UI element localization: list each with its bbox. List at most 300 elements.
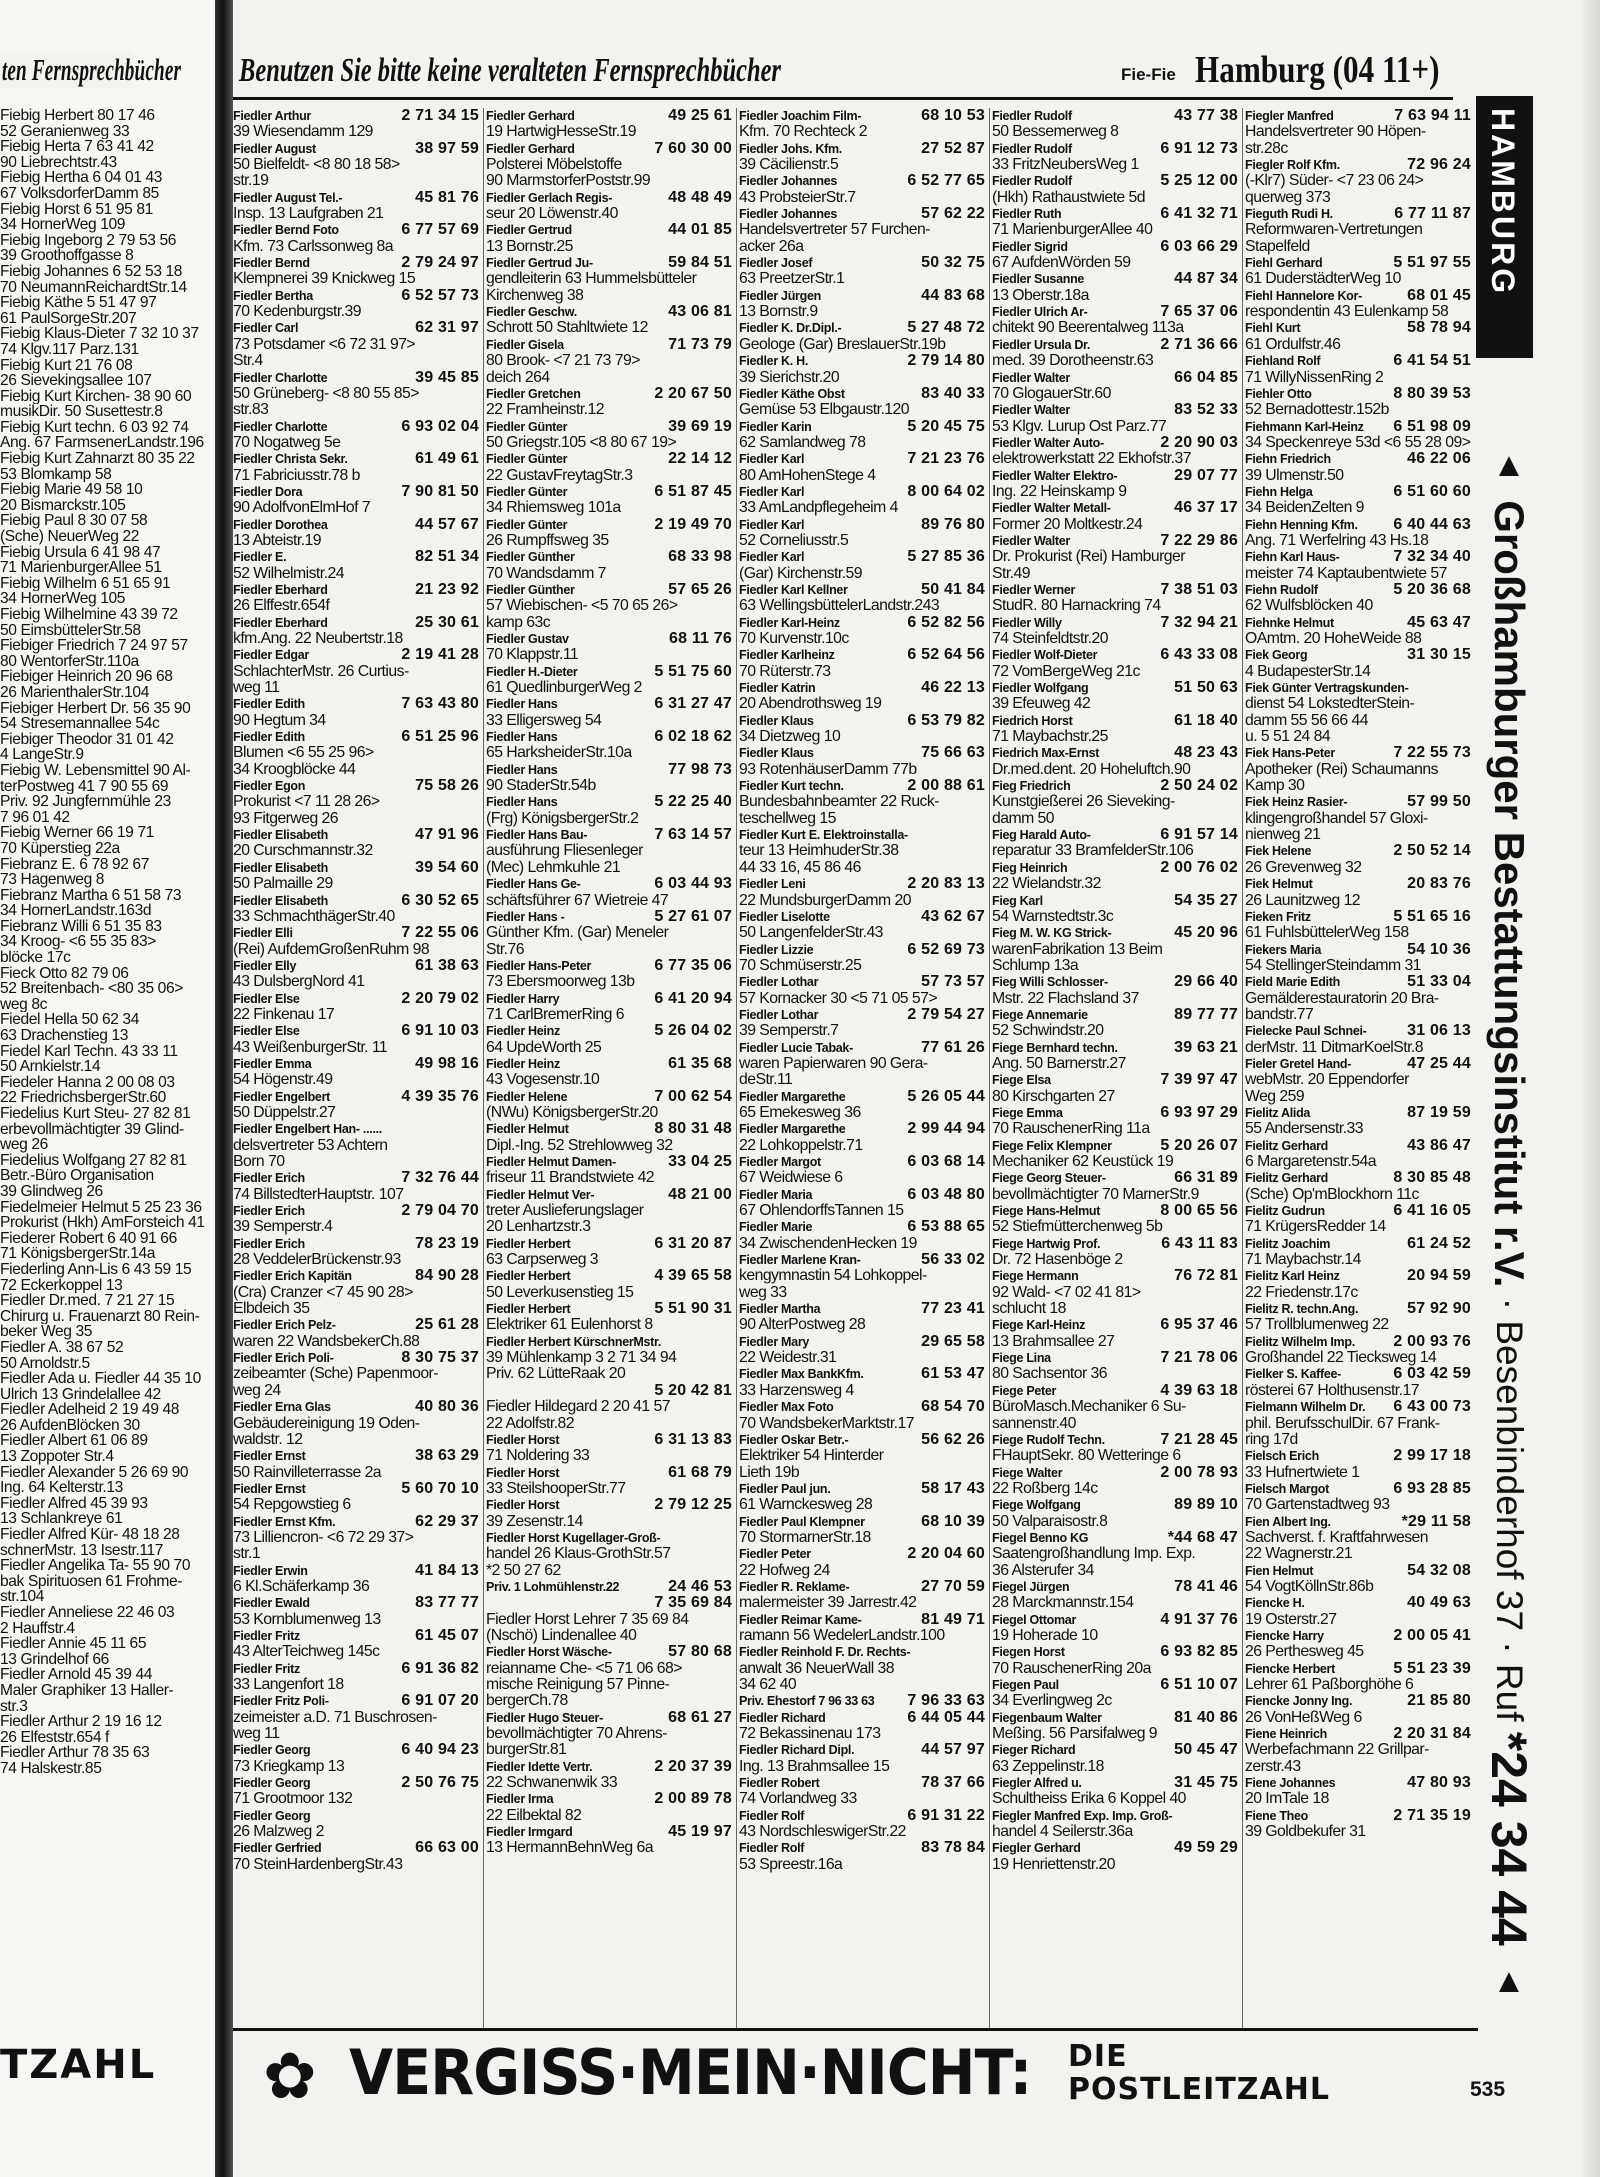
entry-phone-number: 50 41 84 bbox=[918, 582, 985, 598]
entry-name: Fiedler Oskar Betr.- bbox=[739, 1432, 849, 1447]
entry-phone-number: 45 63 47 bbox=[1404, 615, 1471, 631]
entry-phone-number: 6 91 57 14 bbox=[1157, 827, 1238, 843]
entry-detail: 22 Wagnerstr.21 bbox=[1245, 1546, 1353, 1563]
entry-name-line bbox=[992, 1383, 1238, 1399]
entry-name: Fiedler Josef bbox=[739, 256, 813, 271]
directory-entry bbox=[739, 255, 985, 288]
entry-name-line bbox=[1245, 1661, 1471, 1677]
entry-address-line bbox=[739, 729, 985, 745]
directory-entry bbox=[739, 1252, 985, 1301]
entry-name: Fiedler Hans - bbox=[486, 909, 565, 924]
entry-phone-number: 59 84 51 bbox=[665, 255, 732, 271]
entry-name: Fielitz Wilhelm Imp. bbox=[1245, 1334, 1355, 1349]
directory-entry bbox=[739, 1579, 985, 1612]
entry-address-line bbox=[1245, 304, 1471, 320]
vertical-advertisement bbox=[1481, 440, 1591, 2080]
entry-phone-number: 58 17 43 bbox=[918, 1481, 985, 1497]
entry-detail: 26 Malzweg 2 bbox=[233, 1824, 324, 1841]
entry-name: Fiedler Eberhard bbox=[233, 582, 328, 597]
entry-name-line bbox=[739, 1481, 985, 1497]
previous-page-line: Maler Graphiker 13 Haller- bbox=[0, 1682, 174, 1699]
entry-name-line bbox=[739, 1710, 985, 1726]
entry-name: Fiedler Klaus bbox=[739, 713, 814, 728]
entry-name-line bbox=[992, 582, 1238, 598]
entry-name: Fiedler Walter Metall- bbox=[992, 501, 1111, 516]
previous-page-line: 13 Schlankreye 61 bbox=[0, 1511, 123, 1528]
entry-phone-number: 58 78 94 bbox=[1404, 320, 1471, 336]
entry-address-line bbox=[233, 1612, 479, 1628]
entry-address-line bbox=[486, 271, 732, 287]
directory-entry bbox=[233, 1350, 479, 1399]
entry-name: Fiedler Dora bbox=[233, 484, 303, 499]
entry-detail: 6 Kl.Schäferkamp 36 bbox=[233, 1578, 370, 1595]
entry-address-line bbox=[1245, 1759, 1471, 1775]
entry-detail: 61 Warnckesweg 28 bbox=[739, 1497, 873, 1514]
previous-page-line: Fiebig Klaus-Dieter 7 32 10 37 bbox=[0, 326, 199, 342]
entry-address-line bbox=[992, 288, 1238, 304]
entry-address-line bbox=[233, 1040, 479, 1056]
entry-detail: 57 Kornacker 30 <5 71 05 57> bbox=[739, 990, 938, 1007]
directory-entry bbox=[1245, 745, 1471, 794]
entry-name-line bbox=[233, 582, 479, 598]
entry-phone-number: 71 73 79 bbox=[665, 337, 732, 353]
entry-phone-number: 5 26 05 44 bbox=[904, 1089, 985, 1105]
entry-name: Fiedler Lothar bbox=[739, 975, 819, 990]
previous-page-line: Fiedler Alfred 45 39 93 bbox=[0, 1495, 148, 1512]
entry-address-line bbox=[739, 811, 985, 827]
entry-name: Fieken Fritz bbox=[1245, 909, 1311, 924]
entry-phone-number: 4 39 63 18 bbox=[1157, 1383, 1238, 1399]
entry-detail: nienweg 21 bbox=[1245, 827, 1321, 844]
entry-detail: Kunstgießerei 26 Sieveking- bbox=[992, 794, 1175, 811]
entry-detail: 50 Bielfeldt- <8 80 18 58> bbox=[233, 157, 400, 174]
entry-address-line bbox=[1245, 1677, 1471, 1693]
entry-phone-number: 2 50 52 14 bbox=[1390, 843, 1471, 859]
directory-entry bbox=[486, 762, 732, 795]
entry-name: Fiedler Elly bbox=[233, 958, 297, 973]
directory-entry bbox=[233, 1775, 479, 1808]
entry-detail: 34 Rhiemsweg 101a bbox=[486, 500, 621, 517]
entry-phone-number: 2 71 35 19 bbox=[1390, 1808, 1471, 1824]
directory-entry bbox=[486, 1334, 732, 1383]
entry-address-line bbox=[992, 549, 1238, 565]
entry-name-line bbox=[233, 141, 479, 157]
entry-name-line bbox=[486, 991, 732, 1007]
directory-entry bbox=[1245, 1366, 1471, 1399]
entry-detail: 93 RotenhäuserDamm 77b bbox=[739, 761, 917, 778]
entry-detail: 50 Palmaille 29 bbox=[233, 876, 333, 893]
entry-name: Fiege Elsa bbox=[992, 1073, 1051, 1088]
entry-name-line bbox=[233, 320, 479, 336]
entry-phone-number: 39 63 21 bbox=[1171, 1040, 1238, 1056]
entry-address-line bbox=[1245, 1497, 1471, 1513]
entry-address-line bbox=[992, 1693, 1238, 1709]
directory-entry bbox=[992, 647, 1238, 680]
entry-name-line bbox=[992, 141, 1238, 157]
entry-name-line bbox=[486, 1465, 732, 1481]
entry-detail: teur 13 HeimhuderStr.38 bbox=[739, 843, 899, 860]
entry-phone-number: 7 22 55 06 bbox=[398, 925, 479, 941]
entry-name-line bbox=[992, 1350, 1238, 1366]
entry-address-line bbox=[1245, 173, 1471, 189]
entry-phone-number: 6 93 28 85 bbox=[1390, 1481, 1471, 1497]
entry-phone-number: 76 72 81 bbox=[1171, 1268, 1238, 1284]
entry-name-line bbox=[1245, 974, 1471, 990]
entry-detail: 34 BeidenZelten 9 bbox=[1245, 500, 1364, 517]
entry-name-line bbox=[486, 108, 732, 124]
entry-phone-number: 84 90 28 bbox=[412, 1268, 479, 1284]
entry-address-line bbox=[233, 386, 479, 402]
entry-name-line bbox=[233, 1661, 479, 1677]
entry-phone-number: 5 51 97 55 bbox=[1390, 255, 1471, 271]
entry-name-line bbox=[1245, 419, 1471, 435]
entry-name-line bbox=[739, 1399, 985, 1415]
entry-name: Fiedler Edgar bbox=[233, 648, 309, 663]
entry-phone-number: 6 53 79 82 bbox=[904, 713, 985, 729]
entry-name: Fiedler Horst bbox=[486, 1432, 560, 1447]
entry-detail: 22 Finkenau 17 bbox=[233, 1006, 335, 1023]
entry-name-line bbox=[486, 1791, 732, 1807]
entry-name: Fiene Theo bbox=[1245, 1808, 1308, 1823]
entry-phone-number: 6 41 20 94 bbox=[651, 991, 732, 1007]
directory-entry bbox=[233, 925, 479, 958]
entry-name-line bbox=[1245, 1595, 1471, 1611]
entry-phone-number: 38 63 29 bbox=[412, 1448, 479, 1464]
entry-name-line bbox=[486, 696, 732, 712]
entry-phone-number: 27 52 87 bbox=[918, 141, 985, 157]
entry-name-line bbox=[992, 893, 1238, 909]
previous-page-line: Fiebig Kurt techn. 6 03 92 74 bbox=[0, 419, 189, 436]
entry-name: Fiedler Lucie Tabak- bbox=[739, 1040, 853, 1055]
entry-detail: 70 Klappstr.11 bbox=[486, 647, 579, 664]
previous-page-line: Fiedel Karl Techn. 43 33 11 bbox=[0, 1043, 178, 1060]
entry-address-line bbox=[1245, 713, 1471, 729]
entry-detail: 22 Hofweg 24 bbox=[739, 1562, 830, 1579]
entry-detail: 13 Bornstr.25 bbox=[486, 238, 573, 255]
entry-name-line bbox=[992, 1644, 1238, 1660]
directory-entry bbox=[233, 696, 479, 729]
directory-entry bbox=[486, 108, 732, 141]
entry-name: Fiedler Engelbert bbox=[233, 1089, 331, 1104]
entry-address-line bbox=[1245, 1530, 1471, 1546]
entry-address-line bbox=[233, 1677, 479, 1693]
entry-name: Fiedler Walter Auto- bbox=[992, 435, 1104, 450]
entry-address-line bbox=[1245, 1252, 1471, 1268]
entry-name: Fiedler Rolf bbox=[739, 1808, 805, 1823]
entry-phone-number: 45 20 96 bbox=[1171, 925, 1238, 941]
entry-address-line bbox=[992, 1416, 1238, 1432]
directory-entry bbox=[739, 1710, 985, 1743]
entry-phone-number: 7 35 69 84 bbox=[651, 1595, 732, 1611]
entry-address-line bbox=[486, 893, 732, 909]
directory-entry bbox=[486, 1644, 732, 1709]
entry-name: Fiedler Erich bbox=[233, 1236, 305, 1251]
entry-detail: 70 Wandsdamm 7 bbox=[486, 565, 606, 582]
entry-address-line bbox=[992, 811, 1238, 827]
listing-column-5 bbox=[1245, 108, 1471, 2028]
entry-name: Fiedler Egon bbox=[233, 779, 306, 794]
entry-address-line bbox=[486, 974, 732, 990]
entry-phone-number: 44 57 97 bbox=[918, 1742, 985, 1758]
entry-phone-number: 39 45 85 bbox=[412, 370, 479, 386]
directory-entry bbox=[992, 1840, 1238, 1873]
directory-entry bbox=[992, 1007, 1238, 1040]
entry-name: Fiedler Gerhard bbox=[486, 109, 575, 123]
entry-name-line bbox=[739, 1693, 985, 1709]
entry-phone-number: 6 43 33 08 bbox=[1157, 647, 1238, 663]
entry-address-line bbox=[486, 1138, 732, 1154]
directory-entry bbox=[739, 1432, 985, 1481]
column-divider bbox=[483, 108, 484, 2028]
entry-detail: 54 StellingerSteindamm 31 bbox=[1245, 957, 1421, 974]
entry-phone-number: 6 93 97 29 bbox=[1157, 1105, 1238, 1121]
entry-phone-number: 54 35 27 bbox=[1171, 893, 1238, 909]
entry-phone-number: 33 04 25 bbox=[665, 1154, 732, 1170]
entry-detail: Ang. 50 Barnerstr.27 bbox=[992, 1055, 1126, 1072]
entry-address-line bbox=[486, 173, 732, 189]
entry-detail: (Rei) AufdemGroßenRuhm 98 bbox=[233, 941, 430, 958]
directory-entry bbox=[739, 974, 985, 1007]
previous-page-line: Fiebig Wilhelm 6 51 65 91 bbox=[0, 575, 171, 592]
entry-address-line bbox=[1245, 566, 1471, 582]
header-index-key: Fie-Fie bbox=[1121, 65, 1176, 84]
previous-page-line: 72 Eckerkoppel 13 bbox=[0, 1277, 123, 1294]
directory-entry bbox=[992, 435, 1238, 468]
entry-phone-number: 2 19 41 28 bbox=[398, 647, 479, 663]
entry-name: Fiek Heinz Rasier- bbox=[1245, 795, 1348, 810]
entry-name: Fiehn Friedrich bbox=[1245, 452, 1331, 467]
entry-name: Fiedler Charlotte bbox=[233, 419, 328, 434]
entry-address-line bbox=[486, 1203, 732, 1219]
directory-entry bbox=[1245, 1268, 1471, 1301]
entry-detail: webMstr. 20 Eppendorfer bbox=[1245, 1072, 1409, 1089]
entry-address-line bbox=[233, 762, 479, 778]
entry-phone-number: 5 25 12 00 bbox=[1157, 173, 1238, 189]
entry-name-line bbox=[233, 778, 479, 794]
directory-entry bbox=[486, 451, 732, 484]
entry-name-line bbox=[739, 1252, 985, 1268]
entry-name-line bbox=[992, 1677, 1238, 1693]
previous-page-line: Fiedler Alfred Kür- 48 18 28 bbox=[0, 1527, 180, 1543]
entry-address-line bbox=[992, 124, 1238, 140]
entry-address-line bbox=[992, 1759, 1238, 1775]
entry-detail: med. 39 Dorotheenstr.63 bbox=[992, 353, 1154, 370]
entry-name-line bbox=[1245, 647, 1471, 663]
directory-entry bbox=[486, 729, 732, 762]
directory-entry bbox=[1245, 1056, 1471, 1105]
entry-address-line bbox=[486, 745, 732, 761]
previous-page-line: 34 Kroog- <6 55 35 83> bbox=[0, 934, 156, 951]
previous-page-line: Ing. 64 Kelterstr.13 bbox=[0, 1480, 123, 1496]
entry-name: Fiedler Elisabeth bbox=[233, 828, 328, 843]
entry-phone-number: *29 11 58 bbox=[1399, 1514, 1471, 1530]
entry-phone-number: 6 03 48 80 bbox=[904, 1187, 985, 1203]
entry-address-line bbox=[486, 811, 732, 827]
entry-address-line bbox=[486, 320, 732, 336]
entry-detail: 74 Vorlandweg 33 bbox=[739, 1791, 857, 1808]
entry-phone-number: 61 49 61 bbox=[412, 451, 479, 467]
entry-name: Fiedrich Max-Ernst bbox=[992, 746, 1100, 761]
previous-page-line: (Sche) NeuerWeg 22 bbox=[0, 529, 139, 545]
entry-address-line bbox=[486, 1808, 732, 1824]
entry-detail: 39 Mühlenkamp 3 2 71 34 94 bbox=[486, 1350, 677, 1367]
entry-address-line bbox=[739, 794, 985, 810]
entry-detail: 43 ProbsteierStr.7 bbox=[739, 189, 856, 206]
previous-page-line: Fiederling Ann-Lis 6 43 59 15 bbox=[0, 1261, 192, 1278]
entry-name: Fiedler Arthur bbox=[233, 109, 311, 123]
entry-name: Fiedler Johs. Kfm. bbox=[739, 141, 842, 156]
entry-phone-number: 2 79 04 70 bbox=[398, 1203, 479, 1219]
directory-entry bbox=[233, 222, 479, 255]
entry-detail: 63 Zeppelinstr.18 bbox=[992, 1758, 1104, 1775]
directory-entry bbox=[233, 860, 479, 893]
entry-address-line bbox=[1245, 435, 1471, 451]
entry-name-line bbox=[486, 664, 732, 680]
previous-page-line: weg 26 bbox=[0, 1137, 48, 1153]
entry-name: Fiedler Rolf bbox=[739, 1841, 805, 1856]
entry-phone-number: 56 33 02 bbox=[918, 1252, 985, 1268]
previous-page-line: Fiedler Arthur 78 35 63 bbox=[0, 1745, 150, 1761]
entry-detail: 26 Launitzweg 12 bbox=[1245, 892, 1361, 909]
directory-entry bbox=[1245, 1301, 1471, 1334]
entry-address-line bbox=[1245, 190, 1471, 206]
entry-name: Fiedler Elisabeth bbox=[233, 893, 328, 908]
entry-detail: (Frg) KönigsbergerStr.2 bbox=[486, 810, 639, 827]
entry-detail: bevollmächtigter 70 MarnerStr.9 bbox=[992, 1186, 1199, 1203]
previous-page-line: Fiedler Albert 61 06 89 bbox=[0, 1433, 148, 1450]
entry-detail: 22 Friedenstr.17c bbox=[1245, 1284, 1358, 1301]
entry-name: Fiege Lina bbox=[992, 1351, 1051, 1366]
entry-name: Fiedler Erich bbox=[233, 1204, 305, 1219]
directory-entry bbox=[992, 533, 1238, 582]
entry-phone-number: 2 79 14 80 bbox=[904, 353, 985, 369]
entry-phone-number: 51 33 04 bbox=[1404, 974, 1471, 990]
directory-entry bbox=[486, 1824, 732, 1857]
entry-name: Fiedler Gertrud Ju- bbox=[486, 256, 593, 271]
entry-address-line bbox=[486, 647, 732, 663]
entry-name-line bbox=[739, 1040, 985, 1056]
entry-name: Fiedler Helene bbox=[486, 1089, 568, 1104]
entry-phone-number: *44 68 47 bbox=[1165, 1530, 1238, 1546]
directory-entry bbox=[233, 1089, 479, 1122]
entry-phone-number: 7 22 55 73 bbox=[1390, 745, 1471, 761]
footer-slogan: VERGISS·MEIN·NICHT: bbox=[349, 2036, 1032, 2109]
entry-phone-number: 6 93 02 04 bbox=[398, 419, 479, 435]
entry-phone-number: 6 51 87 45 bbox=[651, 484, 732, 500]
entry-name-line bbox=[992, 1170, 1238, 1186]
entry-name: Fiehn Karl Haus- bbox=[1245, 550, 1340, 565]
directory-entry bbox=[992, 1170, 1238, 1203]
entry-name-line bbox=[1245, 1514, 1471, 1530]
entry-name-line bbox=[739, 517, 985, 533]
entry-address-line bbox=[992, 1023, 1238, 1039]
entry-address-line bbox=[233, 1334, 479, 1350]
entry-detail: (Mec) Lehmkuhle 21 bbox=[486, 859, 621, 876]
entry-phone-number: 6 51 98 09 bbox=[1390, 419, 1471, 435]
entry-name-line bbox=[739, 173, 985, 189]
entry-detail: Mechaniker 62 Keustück 19 bbox=[992, 1154, 1174, 1170]
entry-address-line bbox=[1245, 271, 1471, 287]
directory-entry bbox=[486, 1268, 732, 1301]
directory-entry bbox=[739, 1187, 985, 1220]
entry-name-line bbox=[739, 1840, 985, 1856]
entry-name-line bbox=[739, 320, 985, 336]
entry-name: Fiedler Horst bbox=[486, 1465, 560, 1480]
entry-detail: 73 Kriegkamp 13 bbox=[233, 1758, 345, 1775]
entry-detail: Dipl.-Ing. 52 Strehlowweg 32 bbox=[486, 1137, 673, 1154]
entry-name: Fiedler Gretchen bbox=[486, 386, 581, 401]
entry-phone-number: 7 96 33 63 bbox=[904, 1693, 985, 1709]
entry-address-line bbox=[1245, 893, 1471, 909]
entry-detail: str.1 bbox=[233, 1546, 261, 1563]
entry-name: Fiege Hermann bbox=[992, 1269, 1079, 1284]
entry-phone-number: 83 40 33 bbox=[918, 386, 985, 402]
directory-entry bbox=[739, 549, 985, 582]
entry-detail: 50 Valparaisostr.8 bbox=[992, 1513, 1108, 1530]
entry-name: Fiedler Margarethe bbox=[739, 1122, 846, 1137]
entry-name: Fiehn Helga bbox=[1245, 484, 1313, 499]
entry-name-line bbox=[1245, 108, 1471, 124]
entry-address-line bbox=[1245, 729, 1471, 745]
entry-detail: 70 RauschenerRing 11a bbox=[992, 1121, 1150, 1138]
entry-address-line bbox=[992, 517, 1238, 533]
entry-name: Fiedler August Tel.- bbox=[233, 190, 343, 205]
entry-phone-number: 2 00 78 93 bbox=[1157, 1465, 1238, 1481]
entry-name-line bbox=[739, 713, 985, 729]
entry-detail: 39 Cäcilienstr.5 bbox=[739, 157, 839, 174]
entry-detail: 50 Bessemerweg 8 bbox=[992, 124, 1119, 141]
entry-address-line bbox=[739, 1465, 985, 1481]
entry-detail: Ang. 71 Werfelring 43 Hs.18 bbox=[1245, 532, 1429, 549]
entry-detail: Lieth 19b bbox=[739, 1464, 800, 1481]
triangle-logo-icon: ▲ bbox=[1490, 1962, 1528, 2001]
entry-name: Fiegler Rolf Kfm. bbox=[1245, 158, 1340, 173]
entry-name: Fiekers Maria bbox=[1245, 942, 1322, 957]
entry-name: Fieg Heinrich bbox=[992, 860, 1068, 875]
entry-name: Fielitz Joachim bbox=[1245, 1236, 1331, 1251]
entry-phone-number: 8 30 75 37 bbox=[398, 1350, 479, 1366]
entry-detail: 20 Curschmannstr.32 bbox=[233, 843, 373, 860]
previous-page-line: Fiebig Werner 66 19 71 bbox=[0, 825, 154, 841]
entry-phone-number: 6 51 10 07 bbox=[1157, 1677, 1238, 1693]
entry-address-line bbox=[992, 222, 1238, 238]
entry-detail: 19 Henriettenstr.20 bbox=[992, 1856, 1116, 1873]
entry-name: Fiehland Rolf bbox=[1245, 354, 1321, 369]
entry-address-line bbox=[1245, 1072, 1471, 1088]
entry-name: Fiedler Karl bbox=[739, 452, 805, 467]
entry-detail: friseur 11 Brandstwiete 42 bbox=[486, 1170, 655, 1187]
entry-detail: 52 Wilhelmistr.24 bbox=[233, 565, 344, 582]
previous-page-line: Prokurist (Hkh) AmForsteich 41 bbox=[0, 1215, 205, 1231]
previous-page-line: 13 Zoppoter Str.4 bbox=[0, 1449, 114, 1465]
previous-page-line: Fiebig Hertha 6 04 01 43 bbox=[0, 170, 163, 186]
entry-address-line bbox=[486, 1775, 732, 1791]
directory-entry bbox=[992, 893, 1238, 926]
entry-name-line bbox=[992, 173, 1238, 189]
entry-name: Fiedler Richard bbox=[739, 1710, 826, 1725]
previous-page-line: 20 Bismarckstr.105 bbox=[0, 497, 126, 514]
entry-phone-number: 2 00 05 41 bbox=[1390, 1628, 1471, 1644]
entry-phone-number: 8 00 65 56 bbox=[1157, 1203, 1238, 1219]
entry-address-line bbox=[486, 1481, 732, 1497]
entry-detail: Elektriker 54 Hinterder bbox=[739, 1448, 884, 1465]
directory-entry bbox=[486, 1710, 732, 1759]
entry-address-line bbox=[739, 1138, 985, 1154]
entry-detail: respondentin 43 Eulenkamp 58 bbox=[1245, 304, 1449, 321]
previous-page-line: Fiedler Alexander 5 26 69 90 bbox=[0, 1464, 189, 1481]
entry-detail: 65 Emekesweg 36 bbox=[739, 1104, 861, 1121]
entry-name-line bbox=[992, 435, 1238, 451]
